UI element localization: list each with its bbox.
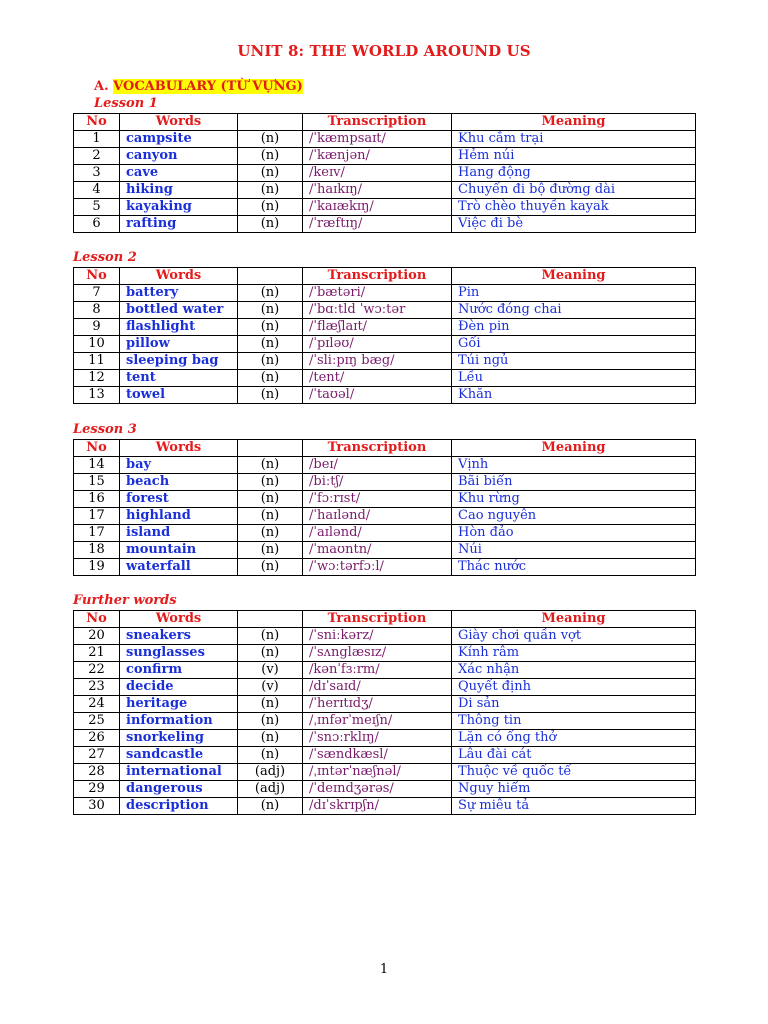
word-type: (n) (238, 319, 303, 336)
table-header-row (74, 268, 696, 285)
meaning: Hang động (452, 165, 696, 182)
meaning: Cao nguyên (452, 508, 696, 525)
word-type: (n) (238, 645, 303, 662)
vocab-word: description (120, 798, 238, 815)
table-row (74, 628, 696, 645)
word-type: (n) (238, 131, 303, 148)
row-number: 7 (74, 285, 120, 302)
word-type: (n) (238, 559, 303, 576)
meaning: Sự miêu tả (452, 798, 696, 815)
row-number: 4 (74, 182, 120, 199)
transcription: /ˈaɪlənd/ (303, 525, 452, 542)
meaning: Di sản (452, 696, 696, 713)
header-type (238, 440, 303, 457)
table-header-row (74, 440, 696, 457)
vocab-word: sneakers (120, 628, 238, 645)
word-type: (n) (238, 353, 303, 370)
word-type: (n) (238, 199, 303, 216)
transcription: /biːtʃ/ (303, 474, 452, 491)
meaning: Gối (452, 336, 696, 353)
vocab-word: campsite (120, 131, 238, 148)
row-number: 16 (74, 491, 120, 508)
transcription: /dɪˈsaɪd/ (303, 679, 452, 696)
vocab-word: canyon (120, 148, 238, 165)
transcription: /ˈkænjən/ (303, 148, 452, 165)
word-type: (adj) (238, 781, 303, 798)
word-type: (n) (238, 370, 303, 387)
transcription: /ˈhaɪkɪŋ/ (303, 182, 452, 199)
transcription: /ˈtaʊəl/ (303, 387, 452, 404)
page-number: 1 (379, 962, 389, 977)
table-row (74, 542, 696, 559)
table-row (74, 474, 696, 491)
header-transcription: Transcription (303, 611, 452, 628)
section-label: VOCABULARY (TỪ VỰNG) (113, 79, 303, 94)
transcription: /ˈkæmpsaɪt/ (303, 131, 452, 148)
transcription: /ˈsniːkərz/ (303, 628, 452, 645)
meaning: Việc đi bè (452, 216, 696, 233)
vocab-word: cave (120, 165, 238, 182)
meaning: Nước đóng chai (452, 302, 696, 319)
transcription: /ˌɪntərˈnæʃnəl/ (303, 764, 452, 781)
word-type: (n) (238, 730, 303, 747)
table-row (74, 387, 696, 404)
transcription: /ˈsliːpɪŋ bæg/ (303, 353, 452, 370)
row-number: 3 (74, 165, 120, 182)
table-row (74, 645, 696, 662)
row-number: 11 (74, 353, 120, 370)
transcription: /beɪ/ (303, 457, 452, 474)
lesson-2-table (73, 267, 696, 404)
table-row (74, 216, 696, 233)
table-row (74, 764, 696, 781)
transcription: /ˈbɑːtld ˈwɔːtər (303, 302, 452, 319)
table-row (74, 457, 696, 474)
transcription: /ˈflæʃlaɪt/ (303, 319, 452, 336)
word-type: (n) (238, 285, 303, 302)
row-number: 9 (74, 319, 120, 336)
transcription: /ˈwɔːtərfɔːl/ (303, 559, 452, 576)
table-header-row (74, 611, 696, 628)
vocab-word: highland (120, 508, 238, 525)
table-header-row (74, 114, 696, 131)
vocab-word: beach (120, 474, 238, 491)
header-words: Words (120, 611, 238, 628)
table-row (74, 336, 696, 353)
row-number: 8 (74, 302, 120, 319)
row-number: 27 (74, 747, 120, 764)
vocab-word: dangerous (120, 781, 238, 798)
header-meaning: Meaning (452, 440, 696, 457)
word-type: (n) (238, 798, 303, 815)
meaning: Lặn có ống thở (452, 730, 696, 747)
transcription: /keɪv/ (303, 165, 452, 182)
vocab-word: sandcastle (120, 747, 238, 764)
row-number: 17 (74, 525, 120, 542)
row-number: 25 (74, 713, 120, 730)
transcription: /kənˈfɜːrm/ (303, 662, 452, 679)
meaning: Bãi biển (452, 474, 696, 491)
header-no: No (74, 268, 120, 285)
vocab-word: forest (120, 491, 238, 508)
vocab-word: flashlight (120, 319, 238, 336)
table-row (74, 679, 696, 696)
lesson-3-table (73, 439, 696, 576)
transcription: /ˈsnɔːrklɪŋ/ (303, 730, 452, 747)
transcription: /ˈkaɪækɪŋ/ (303, 199, 452, 216)
word-type: (n) (238, 148, 303, 165)
table-row (74, 319, 696, 336)
table-row (74, 696, 696, 713)
table-row (74, 165, 696, 182)
meaning: Thác nước (452, 559, 696, 576)
meaning: Hòn đảo (452, 525, 696, 542)
header-transcription: Transcription (303, 440, 452, 457)
row-number: 18 (74, 542, 120, 559)
lesson-1-table (73, 113, 696, 233)
section-heading (94, 79, 303, 94)
row-number: 13 (74, 387, 120, 404)
header-type (238, 611, 303, 628)
table-row (74, 148, 696, 165)
vocab-word: tent (120, 370, 238, 387)
table-row (74, 131, 696, 148)
vocab-word: bottled water (120, 302, 238, 319)
header-words: Words (120, 440, 238, 457)
further-words-table (73, 610, 696, 815)
header-no: No (74, 440, 120, 457)
transcription: /ˈpɪləʊ/ (303, 336, 452, 353)
vocab-word: mountain (120, 542, 238, 559)
word-type: (adj) (238, 764, 303, 781)
transcription: /ˈfɔːrɪst/ (303, 491, 452, 508)
row-number: 6 (74, 216, 120, 233)
table-row (74, 798, 696, 815)
section-prefix: A. (94, 79, 109, 94)
word-type: (v) (238, 662, 303, 679)
vocab-word: rafting (120, 216, 238, 233)
header-transcription: Transcription (303, 268, 452, 285)
meaning: Xác nhận (452, 662, 696, 679)
meaning: Nguy hiểm (452, 781, 696, 798)
table-row (74, 662, 696, 679)
transcription: /ˈmaʊntn/ (303, 542, 452, 559)
row-number: 10 (74, 336, 120, 353)
header-words: Words (120, 268, 238, 285)
meaning: Lều (452, 370, 696, 387)
row-number: 28 (74, 764, 120, 781)
transcription: /ˈsændkæsl/ (303, 747, 452, 764)
row-number: 26 (74, 730, 120, 747)
vocab-word: kayaking (120, 199, 238, 216)
transcription: /ˈhaɪlənd/ (303, 508, 452, 525)
header-transcription: Transcription (303, 114, 452, 131)
transcription: /ˈsʌnglæsɪz/ (303, 645, 452, 662)
word-type: (n) (238, 696, 303, 713)
lesson-3-title: Lesson 3 (73, 422, 137, 437)
table-row (74, 713, 696, 730)
meaning: Hẻm núi (452, 148, 696, 165)
meaning: Lâu đài cát (452, 747, 696, 764)
meaning: Giày chơi quần vợt (452, 628, 696, 645)
row-number: 5 (74, 199, 120, 216)
row-number: 29 (74, 781, 120, 798)
word-type: (n) (238, 628, 303, 645)
vocab-word: information (120, 713, 238, 730)
meaning: Khu cắm trại (452, 131, 696, 148)
header-meaning: Meaning (452, 114, 696, 131)
table-row (74, 370, 696, 387)
table-row (74, 285, 696, 302)
row-number: 24 (74, 696, 120, 713)
transcription: /ˈbætəri/ (303, 285, 452, 302)
table-row (74, 199, 696, 216)
meaning: Đèn pin (452, 319, 696, 336)
word-type: (n) (238, 336, 303, 353)
word-type: (v) (238, 679, 303, 696)
vocab-word: sleeping bag (120, 353, 238, 370)
vocab-word: hiking (120, 182, 238, 199)
vocab-word: confirm (120, 662, 238, 679)
table-row (74, 730, 696, 747)
further-words-title: Further words (73, 593, 177, 608)
row-number: 15 (74, 474, 120, 491)
vocab-word: pillow (120, 336, 238, 353)
word-type: (n) (238, 457, 303, 474)
meaning: Trò chèo thuyền kayak (452, 199, 696, 216)
header-meaning: Meaning (452, 611, 696, 628)
table-row (74, 747, 696, 764)
table-row (74, 559, 696, 576)
row-number: 23 (74, 679, 120, 696)
word-type: (n) (238, 216, 303, 233)
meaning: Vịnh (452, 457, 696, 474)
row-number: 22 (74, 662, 120, 679)
transcription: /ˌɪnfərˈmeɪʃn/ (303, 713, 452, 730)
vocab-word: bay (120, 457, 238, 474)
vocab-word: sunglasses (120, 645, 238, 662)
row-number: 14 (74, 457, 120, 474)
row-number: 1 (74, 131, 120, 148)
header-type (238, 268, 303, 285)
meaning: Kính râm (452, 645, 696, 662)
vocab-word: heritage (120, 696, 238, 713)
transcription: /ˈherɪtɪdʒ/ (303, 696, 452, 713)
table-row (74, 781, 696, 798)
header-no: No (74, 114, 120, 131)
vocab-word: snorkeling (120, 730, 238, 747)
word-type: (n) (238, 387, 303, 404)
header-no: No (74, 611, 120, 628)
row-number: 17 (74, 508, 120, 525)
word-type: (n) (238, 302, 303, 319)
transcription: /tent/ (303, 370, 452, 387)
table-row (74, 525, 696, 542)
meaning: Thông tin (452, 713, 696, 730)
word-type: (n) (238, 474, 303, 491)
table-row (74, 491, 696, 508)
vocab-word: towel (120, 387, 238, 404)
header-words: Words (120, 114, 238, 131)
vocab-word: decide (120, 679, 238, 696)
word-type: (n) (238, 713, 303, 730)
word-type: (n) (238, 165, 303, 182)
meaning: Chuyến đi bộ đường dài (452, 182, 696, 199)
meaning: Khăn (452, 387, 696, 404)
word-type: (n) (238, 491, 303, 508)
word-type: (n) (238, 182, 303, 199)
meaning: Túi ngủ (452, 353, 696, 370)
meaning: Thuộc về quốc tế (452, 764, 696, 781)
transcription: /ˈræftɪŋ/ (303, 216, 452, 233)
vocab-word: battery (120, 285, 238, 302)
row-number: 20 (74, 628, 120, 645)
word-type: (n) (238, 542, 303, 559)
table-row (74, 353, 696, 370)
meaning: Quyết định (452, 679, 696, 696)
row-number: 2 (74, 148, 120, 165)
meaning: Khu rừng (452, 491, 696, 508)
table-row (74, 302, 696, 319)
lesson-1-title: Lesson 1 (94, 96, 158, 111)
row-number: 30 (74, 798, 120, 815)
vocab-word: island (120, 525, 238, 542)
transcription: /ˈdeɪndʒərəs/ (303, 781, 452, 798)
row-number: 19 (74, 559, 120, 576)
table-row (74, 508, 696, 525)
vocab-word: international (120, 764, 238, 781)
meaning: Núi (452, 542, 696, 559)
word-type: (n) (238, 525, 303, 542)
lesson-2-title: Lesson 2 (73, 250, 137, 265)
table-row (74, 182, 696, 199)
row-number: 21 (74, 645, 120, 662)
word-type: (n) (238, 747, 303, 764)
header-type (238, 114, 303, 131)
vocab-word: waterfall (120, 559, 238, 576)
meaning: Pin (452, 285, 696, 302)
page-title: UNIT 8: THE WORLD AROUND US (237, 42, 531, 60)
word-type: (n) (238, 508, 303, 525)
transcription: /dɪˈskrɪpʃn/ (303, 798, 452, 815)
row-number: 12 (74, 370, 120, 387)
header-meaning: Meaning (452, 268, 696, 285)
